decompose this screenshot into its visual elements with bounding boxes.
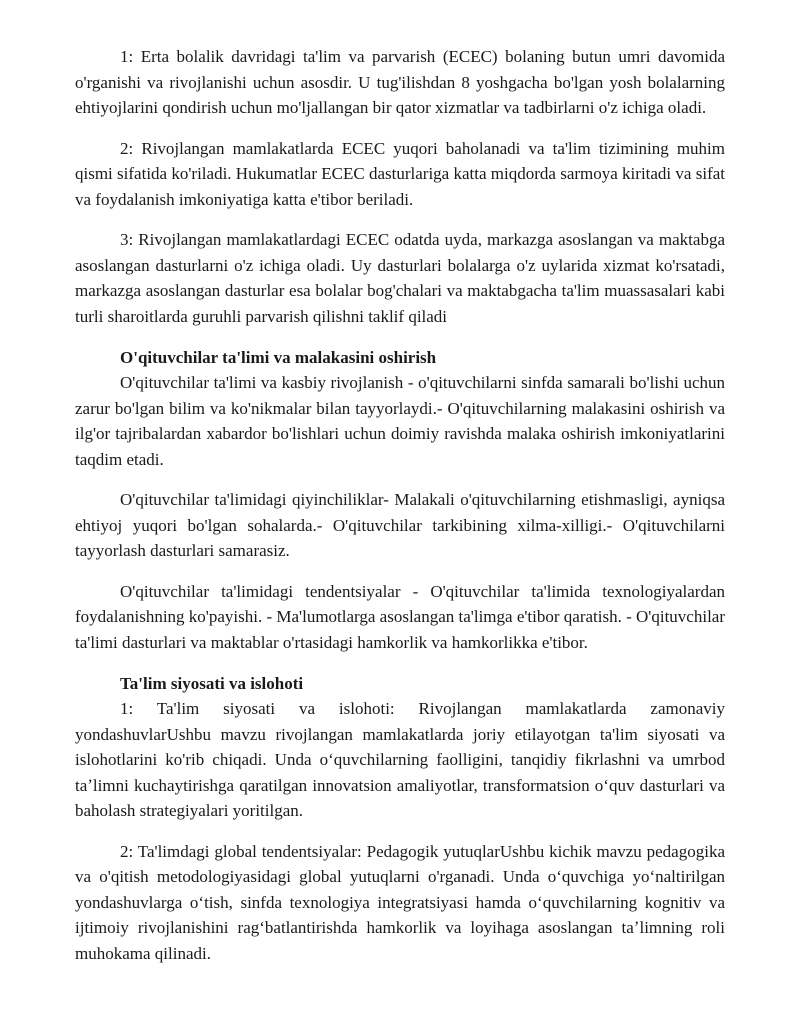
paragraph-ecec-programs: 3: Rivojlangan mamlakatlardagi ECEC odatda uyda, markazga asoslangan va maktabga asoslangan dasturlarni o'z ichiga oladi. Uy dasturlari bolalarga o'z uylarida xizmat ko'rsatadi, markazga asoslangan dasturlar esa bolalar bog'chalari va maktabgacha ta'lim muassasalari kabi turli sharoitlarda guruhli parvarish qilishni taklif qiladi (75, 230, 725, 326)
paragraph-policy-reform: 1: Ta'lim siyosati va islohoti: Rivojlangan mamlakatlarda zamonaviy yondashuvlarUshbu mavzu rivojlangan mamlakatlarda joriy etilayotgan ta'lim siyosati va islohotlarini ko'rib chiqadi. Unda oʻquvchilarning faolligini, tanqidiy fikrlashni va umrbod taʼlimni kuchaytirishga qaratilgan innovatsion amaliyotlar, transformatsion oʻquv dasturlari va baholash strategiyalari yoritilgan. (75, 699, 725, 820)
paragraph-global-trends: 2: Ta'limdagi global tendentsiyalar: Pedagogik yutuqlarUshbu kichik mavzu pedagogika va o'qitish metodologiyasidagi global yutuqlarni o'rganadi. Unda oʻquvchiga yoʻnaltirilgan yondashuvlarga oʻtish, sinfda texnologiya integratsiyasi hamda oʻquvchilarning kognitiv va ijtimoiy rivojlanishini ragʻbatlantirishda hamkorlik va loyihaga asoslangan taʼlimning roli muhokama qilinadi. (75, 841, 725, 963)
paragraph-ecec-foundation: 1: Erta bolalik davridagi ta'lim va parvarish (ECEC) bolaning butun umri davomida o'rganishi va rivojlanishi uchun asosdir. U tug'ilishdan 8 yoshgacha bo'lgan yosh bolalarning ehtiyojlarini qondirish uchun mo'ljallangan bir qator xizmatlar va tadbirlarni o'z ichiga oladi. (75, 47, 725, 117)
paragraph-teacher-challenges: O'qituvchilar ta'limidagi qiyinchiliklar- Malakali o'qituvchilarning etishmasligi, ayniqsa ehtiyoj yuqori bo'lgan sohalarda.- O'qituvchilar tarkibining xilma-xilligi.- O'qituvchilarni tayyorlash dasturlari samarasiz. (75, 490, 725, 560)
section-heading-teacher-education: O'qituvchilar ta'limi va malakasini oshirish (120, 348, 437, 367)
section-heading-education-policy: Ta'lim siyosati va islohoti (120, 674, 304, 693)
paragraph-teacher-education: O'qituvchilar ta'limi va kasbiy rivojlanish - o'qituvchilarni sinfda samarali bo'lishi uchun zarur bo'lgan bilim va ko'nikmalar bilan tayyorlaydi.- O'qituvchilarning malakasini oshirish va ilg'or tajribalardan xabardor bo'lishlari uchun doimiy ravishda malaka oshirish imkoniyatlarini taqdim etadi. (75, 373, 725, 469)
paragraph-teacher-trends: O'qituvchilar ta'limidagi tendentsiyalar - O'qituvchilar ta'limida texnologiyalardan foydalanishning ko'payishi. - Ma'lumotlarga asoslangan ta'limga e'tibor qaratish. - O'qituvchilar ta'limi dasturlari va maktablar o'rtasidagi hamkorlik va hamkorlikka e'tibor. (75, 581, 725, 652)
paragraph-ecec-valued: 2: Rivojlangan mamlakatlarda ECEC yuqori baholanadi va ta'lim tizimining muhim qismi sifatida ko'riladi. Hukumatlar ECEC dasturlariga katta miqdorda sarmoya kiritadi va sifat va foydalanish imkoniyatiga katta e'tibor beriladi. (75, 138, 725, 209)
